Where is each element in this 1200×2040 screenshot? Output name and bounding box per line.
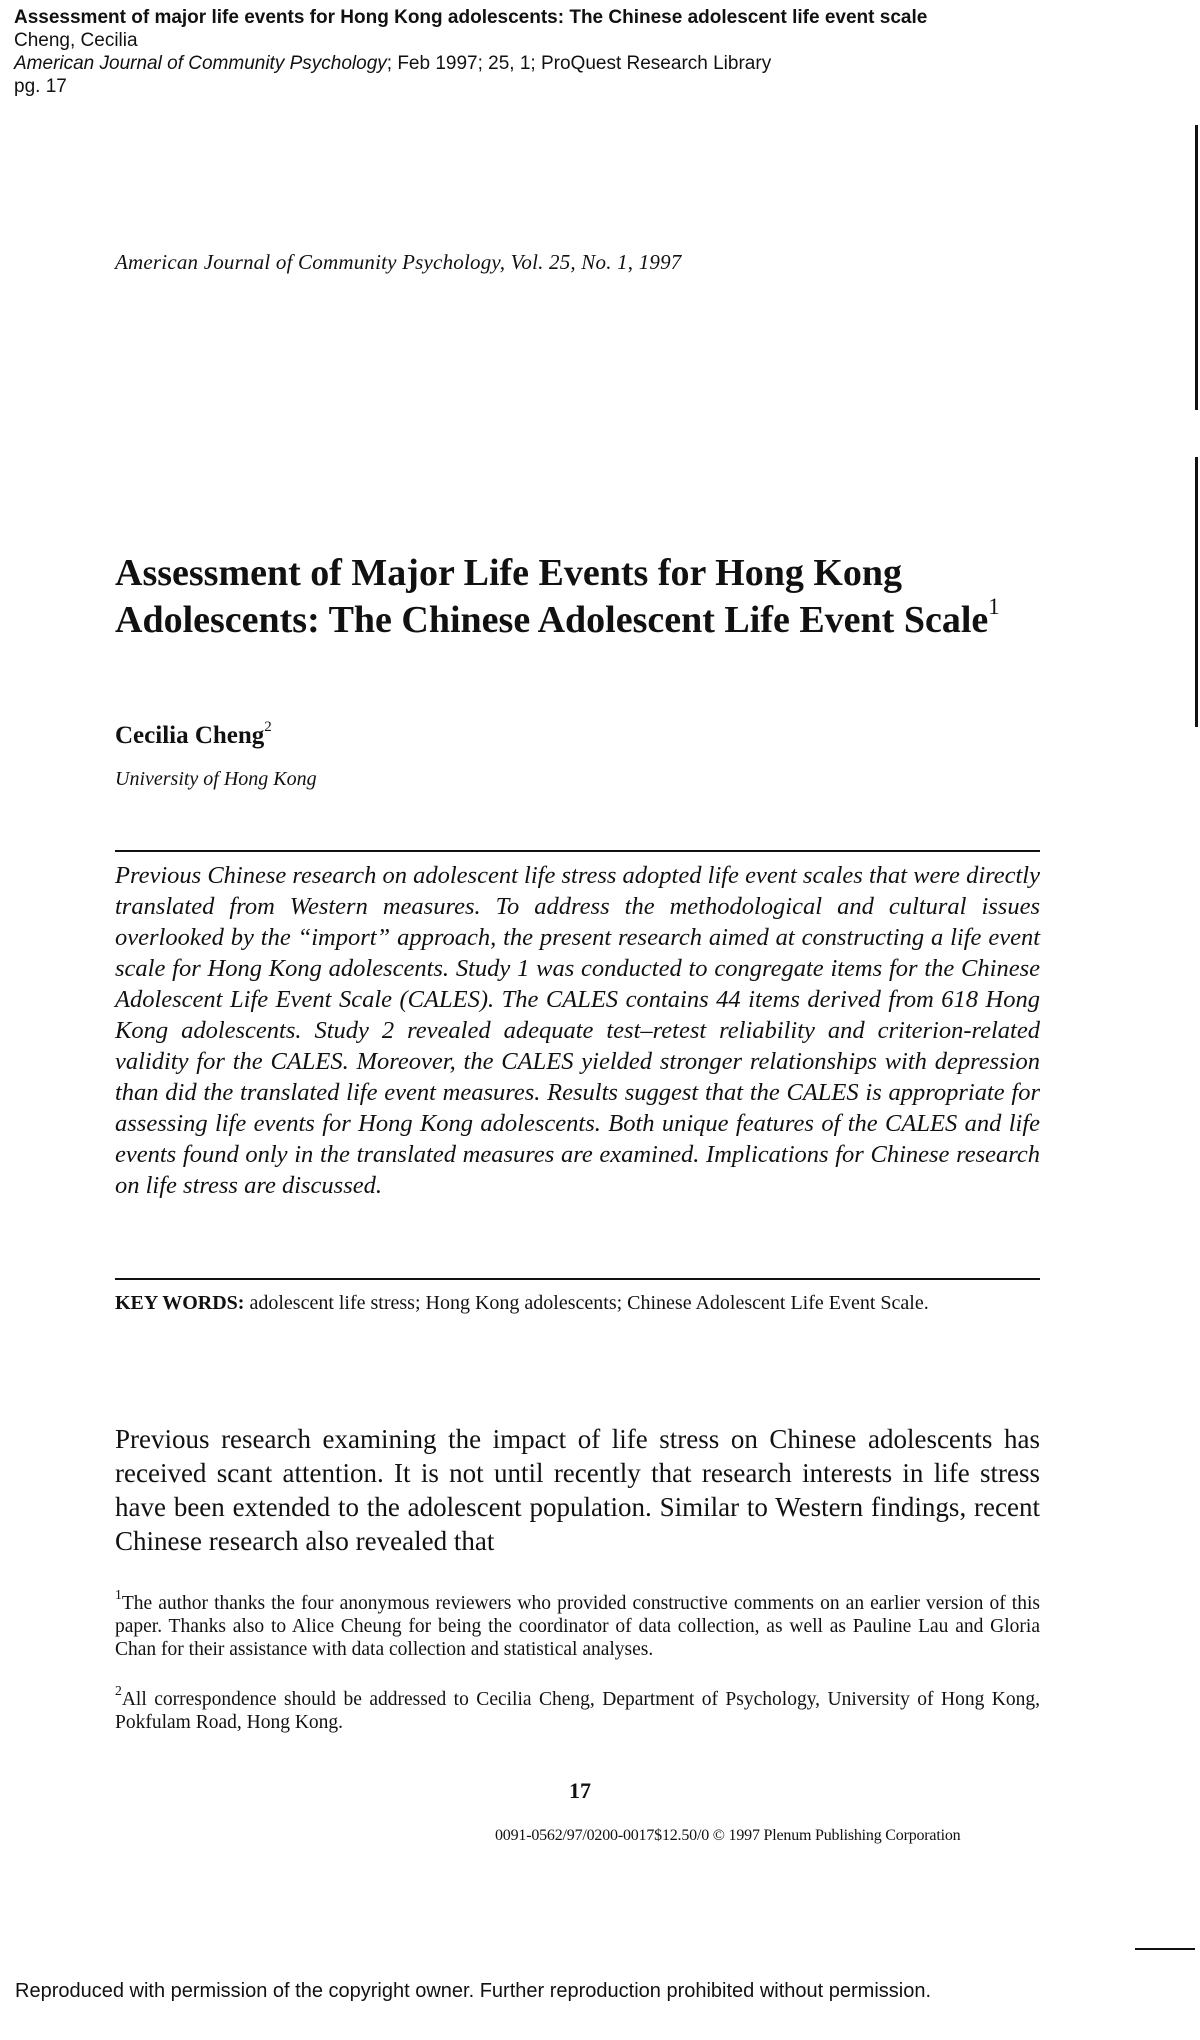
footnote [115,1682,1040,1734]
reproduction-notice: Reproduced with permission of the copyright owner. Further reproduction prohibited without permission. [15,1980,932,2002]
journal-name: American Journal of Community Psychology [14,53,387,74]
article-title-text: Assessment of Major Life Events for Hong Kong Adolescents: The Chinese Adolescent Life Event Scale [115,552,989,641]
proquest-header [14,6,1194,98]
footnote-text: All correspondence should be addressed to Cecilia Cheng, Department of Psychology, University of Hong Kong, Pokfulam Road, Hong Kong. [115,1689,1040,1733]
copyright-line: 0091-0562/97/0200-0017$12.50/0 © 1997 Plenum Publishing Corporation [495,1827,961,1844]
document-author: Cheng, Cecilia [14,30,138,51]
body-paragraph: Previous research examining the impact of life stress on Chinese adolescents has received scant attention. It is not until recently that research interests in life stress have been extended to the adolescent population. Similar to Western findings, recent Chinese research also revealed that [115,1424,1040,1556]
citation-details: ; Feb 1997; 25, 1; ProQuest Research Library [386,53,772,74]
scan-margin-mark [1195,125,1198,410]
scan-margin-mark [1195,457,1198,727]
author-affiliation: University of Hong Kong [115,768,317,790]
footnote [115,1586,1040,1661]
keywords-label: KEY WORDS: [115,1292,245,1314]
footnote-mark: 2 [115,1682,122,1698]
document-title: Assessment of major life events for Hong Kong adolescents: The Chinese adolescent life event scale [14,7,928,28]
abstract-rule-top [115,850,1040,852]
keywords [115,1290,1040,1316]
page-number: 17 [569,1778,591,1803]
author-footnote-mark: 2 [264,718,272,735]
keywords-text: adolescent life stress; Hong Kong adolescents; Chinese Adolescent Life Event Scale. [244,1292,929,1314]
footnote-text: The author thanks the four anonymous reviewers who provided constructive comments on an earlier version of this paper. Thanks also to Alice Cheung for being the coordinator of data collection, as well as Pauline Lau and Gloria Chan for their assistance with data collection and statistical analyses. [115,1593,1040,1660]
article-title [115,550,1015,644]
footnote-mark: 1 [115,1586,122,1602]
author-name: Cecilia Cheng [115,722,265,749]
article-author [115,718,272,750]
running-head: American Journal of Community Psychology, Vol. 25, No. 1, 1997 [115,250,682,274]
abstract-rule-bottom [115,1278,1040,1280]
document-page: pg. 17 [14,76,67,97]
title-footnote-mark: 1 [988,593,1000,619]
abstract: Previous Chinese research on adolescent life stress adopted life event scales that were directly translated from Western measures. To address the methodological and cultural issues overlooked by the “import” approach, the present research aimed at constructing a life event scale for Hong Kong adolescents. Study 1 was conducted to congregate items for the Chinese Adolescent Life Event Scale (CALES). The CALES contains 44 items derived from 618 Hong Kong adolescents. Study 2 revealed adequate test–retest reliability and criterion-related validity for the CALES. Moreover, the CALES yielded stronger relationships with depression than did the translated life event measures. Results suggest that the CALES is appropriate for assessing life events for Hong Kong adolescents. Both unique features of the CALES and life events found only in the translated measures are examined. Implications for Chinese research on life stress are discussed. [115,862,1040,1199]
document-citation [14,52,1194,75]
scan-margin-line [1135,1948,1195,1950]
